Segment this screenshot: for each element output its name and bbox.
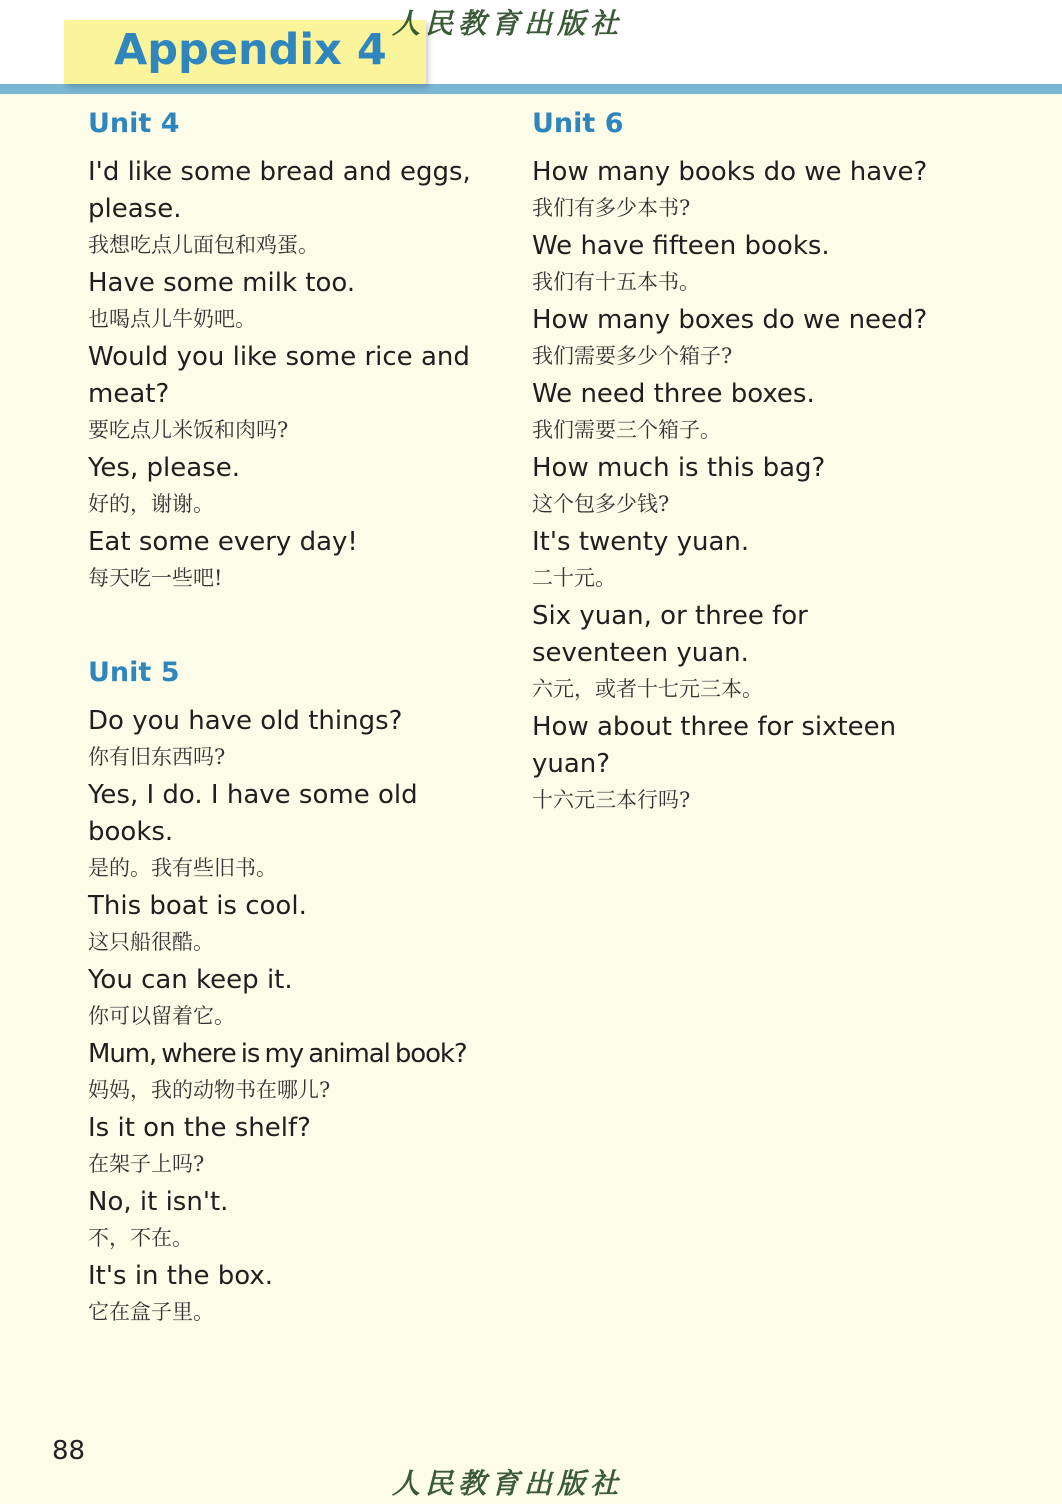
header-rule [0,84,1062,94]
chinese-translation: 这只船很酷。 [88,930,214,954]
english-sentence: How about three for sixteen yuan? [532,712,897,779]
chinese-translation: 是的。我有些旧书。 [88,856,277,880]
english-sentence: How much is this bag? [532,453,826,483]
chinese-translation: 每天吃一些吧! [88,566,223,590]
chinese-translation: 好的，谢谢。 [88,492,214,516]
english-sentence: You can keep it. [88,965,293,995]
english-sentence: Yes, please. [88,453,240,483]
english-sentence: Would you like some rice and meat? [88,342,470,409]
english-sentence: Do you have old things? [88,706,403,736]
chinese-translation: 它在盒子里。 [88,1300,214,1324]
chinese-translation: 在架子上吗? [88,1152,205,1176]
chinese-translation: 十六元三本行吗? [532,788,691,812]
chinese-translation: 我们有多少本书? [532,196,691,220]
chinese-translation: 妈妈，我的动物书在哪儿? [88,1078,331,1102]
unit-heading: Unit 6 [532,108,624,139]
english-sentence: Is it on the shelf? [88,1113,311,1143]
unit-heading: Unit 5 [88,657,180,688]
publisher-logo-top: 人民教育出版社 [392,7,624,40]
chinese-translation: 我们有十五本书。 [532,270,700,294]
chinese-translation: 不，不在。 [88,1226,193,1250]
unit-heading: Unit 4 [88,108,180,139]
english-sentence: It's in the box. [88,1261,273,1291]
chinese-translation: 我们需要多少个箱子? [532,344,733,368]
english-sentence: This boat is cool. [88,891,307,921]
unit-section-5 [88,653,508,1329]
page-number: 88 [52,1436,86,1466]
english-sentence: Eat some every day! [88,527,358,557]
unit-section-6 [532,104,952,817]
chinese-translation: 我们需要三个箱子。 [532,418,721,442]
chinese-translation: 二十元。 [532,566,616,590]
english-sentence: We have fifteen books. [532,231,830,261]
chinese-translation: 你可以留着它。 [88,1004,235,1028]
chinese-translation: 要吃点儿米饭和肉吗? [88,418,289,442]
right-column [532,104,952,820]
chinese-translation: 我想吃点儿面包和鸡蛋。 [88,233,319,257]
chinese-translation: 六元，或者十七元三本。 [532,677,763,701]
chinese-translation: 你有旧东西吗? [88,745,226,769]
chinese-translation: 这个包多少钱? [532,492,670,516]
english-sentence: I'd like some bread and eggs, please. [88,157,471,224]
page-title: Appendix 4 [114,25,387,75]
english-sentence: Yes, I do. I have some old books. [88,780,418,847]
english-sentence: Mum, where is my animal book? [88,1039,467,1069]
english-sentence: We need three boxes. [532,379,815,409]
left-column [88,104,508,1332]
english-sentence: How many boxes do we need? [532,305,928,335]
english-sentence: It's twenty yuan. [532,527,750,557]
english-sentence: How many books do we have? [532,157,928,187]
unit-section-4 [88,104,508,595]
english-sentence: Have some milk too. [88,268,356,298]
publisher-logo-bottom: 人民教育出版社 [392,1467,624,1500]
english-sentence: No, it isn't. [88,1187,229,1217]
chinese-translation: 也喝点儿牛奶吧。 [88,307,256,331]
english-sentence: Six yuan, or three for seventeen yuan. [532,601,808,668]
